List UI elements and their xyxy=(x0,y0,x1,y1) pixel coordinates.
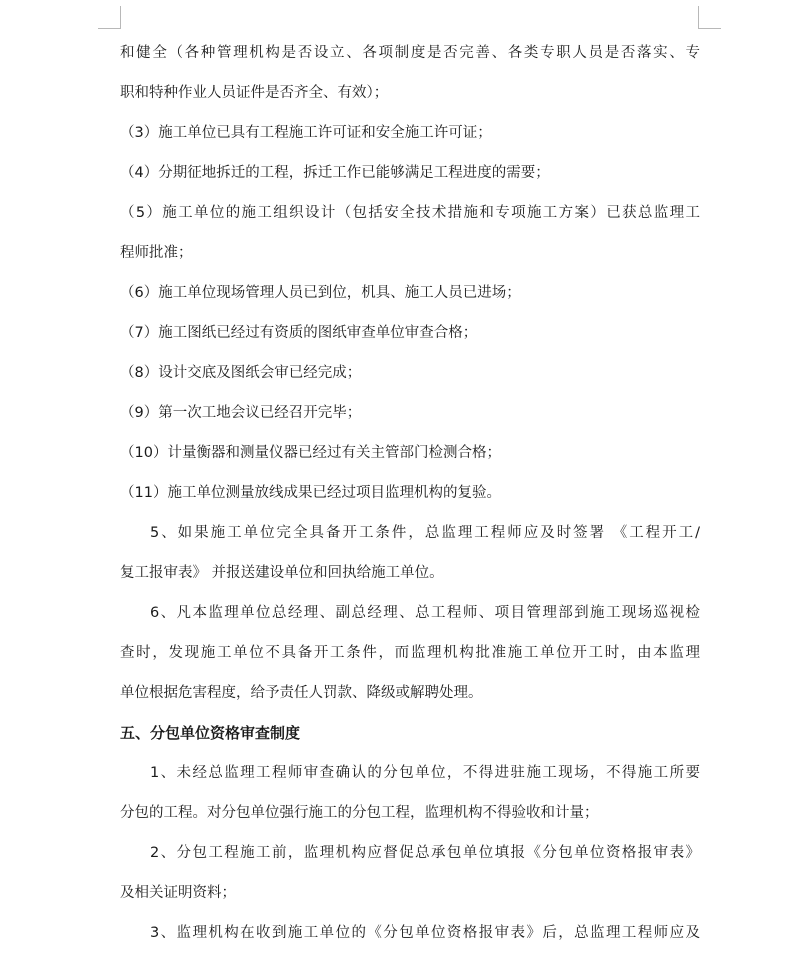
list-item: （11）施工单位测量放线成果已经过项目监理机构的复验。 xyxy=(120,485,501,501)
section-heading: 五、分包单位资格审查制度 xyxy=(120,724,301,742)
list-item: （3）施工单位已具有工程施工许可证和安全施工许可证； xyxy=(120,125,492,141)
top-right-margin-mark xyxy=(698,6,721,29)
paragraph-line: 及相关证明资料； xyxy=(120,885,236,901)
list-item: （5）施工单位的施工组织设计（包括安全技术措施和专项施工方案）已获总监理工 xyxy=(120,205,700,221)
paragraph-line: 3、监理机构在收到施工单位的《分包单位资格报审表》后，总监理工程师应及 xyxy=(150,925,700,941)
paragraph-line: 和健全（各种管理机构是否设立、各项制度是否完善、各类专职人员是否落实、专 xyxy=(120,45,700,61)
list-item: （8）设计交底及图纸会审已经完成； xyxy=(120,365,362,381)
paragraph-line: 程师批准； xyxy=(120,245,193,261)
paragraph-line: 职和特种作业人员证件是否齐全、有效）； xyxy=(120,85,389,101)
list-item: （6）施工单位现场管理人员已到位，机具、施工人员已进场； xyxy=(120,285,521,301)
list-item: （7）施工图纸已经过有资质的图纸审查单位审查合格； xyxy=(120,325,478,341)
list-item: （4）分期征地拆迁的工程，拆迁工作已能够满足工程进度的需要； xyxy=(120,165,550,181)
top-left-margin-mark xyxy=(98,6,121,29)
paragraph-line: 6、凡本监理单位总经理、副总经理、总工程师、项目管理部到施工现场巡视检 xyxy=(150,605,700,621)
paragraph-line: 复工报审表》 并报送建设单位和回执给施工单位。 xyxy=(120,565,444,581)
list-item: （10）计量衡器和测量仪器已经过有关主管部门检测合格； xyxy=(120,445,501,461)
list-item: （9）第一次工地会议已经召开完毕； xyxy=(120,405,362,421)
paragraph-line: 查时，发现施工单位不具备开工条件，而监理机构批准施工单位开工时，由本监理 xyxy=(120,645,700,661)
paragraph-line: 5、如果施工单位完全具备开工条件，总监理工程师应及时签署 《工程开工/ xyxy=(150,525,700,541)
document-body xyxy=(120,33,700,953)
paragraph-line: 单位根据危害程度，给予责任人罚款、降级或解聘处理。 xyxy=(120,685,483,701)
paragraph-line: 1、未经总监理工程师审查确认的分包单位，不得进驻施工现场，不得施工所要 xyxy=(150,765,700,781)
paragraph-line: 分包的工程。对分包单位强行施工的分包工程，监理机构不得验收和计量； xyxy=(120,805,599,821)
paragraph-line: 2、分包工程施工前，监理机构应督促总承包单位填报《分包单位资格报审表》 xyxy=(150,845,700,861)
